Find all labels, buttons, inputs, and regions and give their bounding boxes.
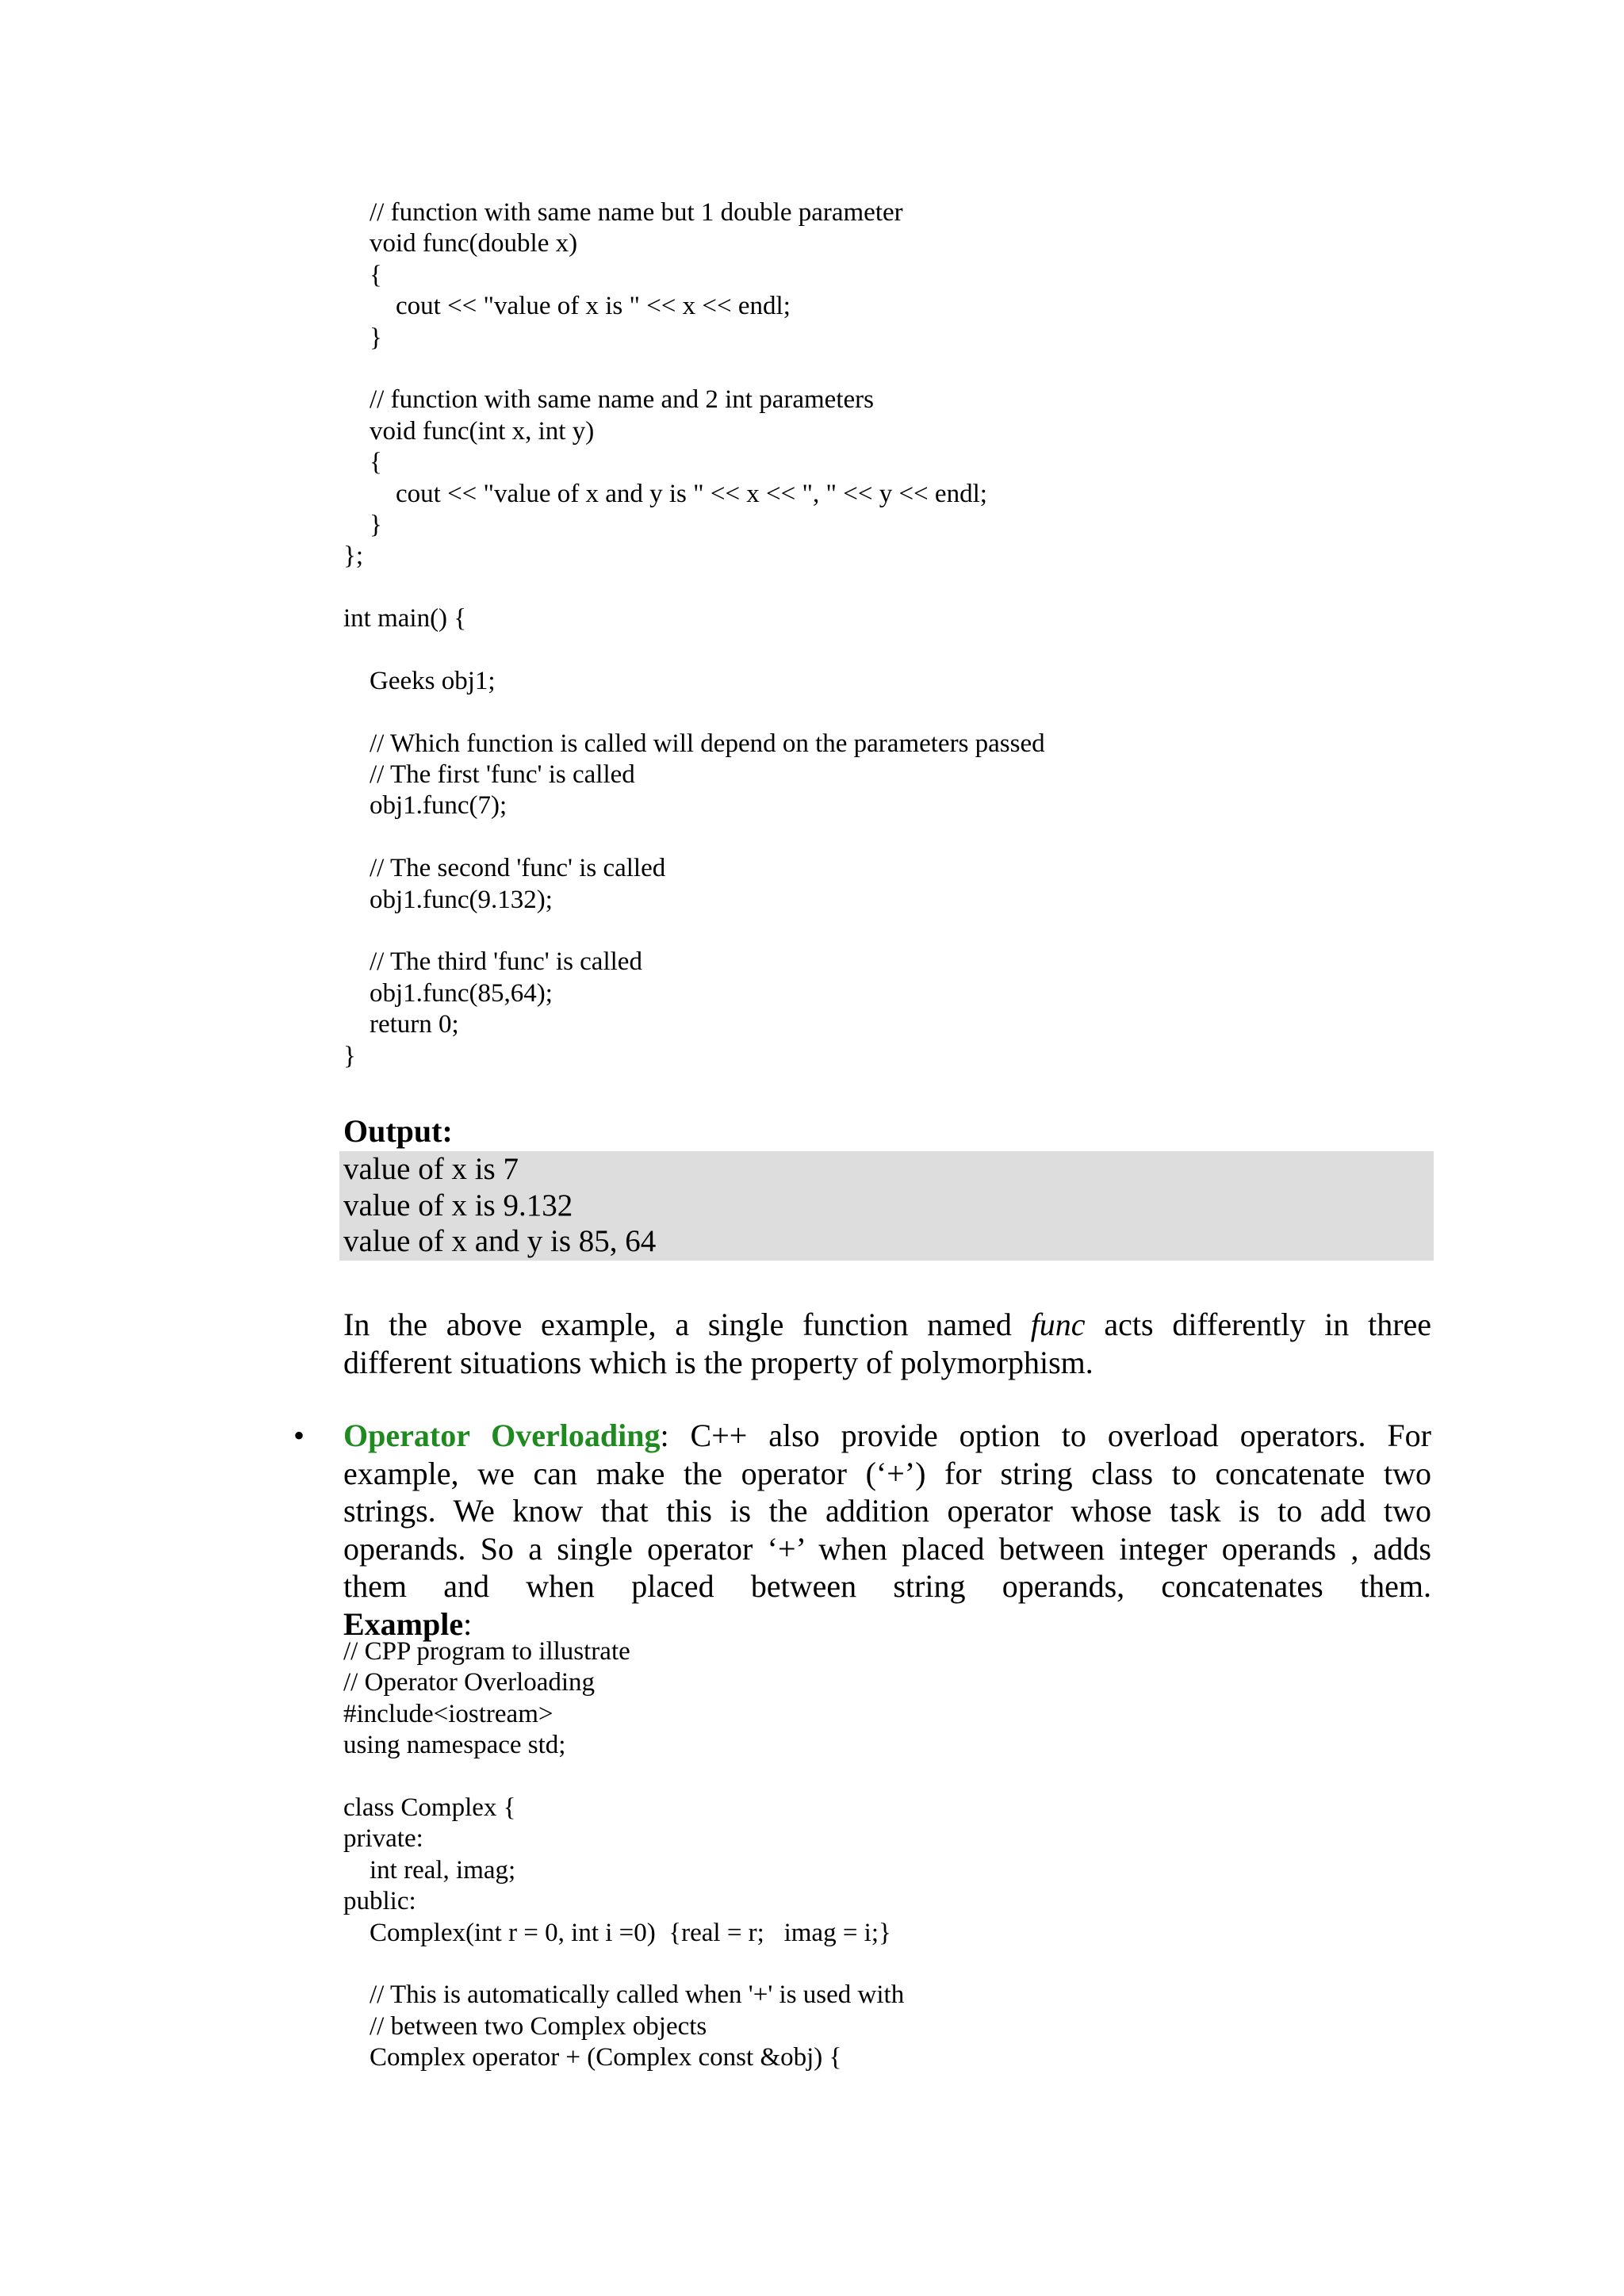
code-line: { (343, 260, 382, 289)
paragraph-text: In the above example, a single function named (343, 1307, 1012, 1342)
code-line: cout << "value of x is " << x << endl; (343, 292, 791, 321)
code-line: // The third 'func' is called (343, 947, 642, 977)
code-line (343, 572, 1454, 603)
code-line: #include<iostream> (343, 1699, 553, 1728)
code-line: } (343, 1041, 356, 1070)
code-line: Geeks obj1; (343, 666, 496, 695)
bullet-line-3: strings. We know that this is the addition operator whose task is to add two (343, 1493, 1431, 1529)
code-line: class Complex { (343, 1793, 516, 1822)
code-line: // function with same name and 2 int parameters (343, 385, 874, 415)
func-italic: func (1030, 1307, 1086, 1342)
bullet-text: : C++ also provide option to overload operators. For (660, 1418, 1431, 1453)
code-line: obj1.func(85,64); (343, 978, 553, 1008)
code-line: // The second 'func' is called (343, 854, 666, 883)
code-line: // The first 'func' is called (343, 760, 635, 790)
code-line: // CPP program to illustrate (343, 1637, 630, 1666)
code-line: obj1.func(7); (343, 791, 508, 821)
output-box (339, 1151, 1434, 1261)
code-line: int real, imag; (343, 1855, 516, 1885)
code-line: } (343, 323, 382, 352)
code-line: using namespace std; (343, 1731, 566, 1760)
code-block-func-overloading (343, 197, 1454, 1072)
operator-overloading-term: Operator Overloading (343, 1418, 661, 1453)
code-line: // between two Complex objects (343, 2011, 707, 2041)
code-line (343, 634, 1454, 665)
bullet-line-2: example, we can make the operator (‘+’) for string class to concatenate two (343, 1455, 1431, 1491)
code-line: // Operator Overloading (343, 1668, 596, 1697)
output-line: value of x is 9.132 (343, 1188, 573, 1223)
code-line: }; (343, 541, 364, 571)
code-line: Complex(int r = 0, int i =0) {real = r; imag = i;} (343, 1918, 891, 1947)
code-line (343, 1949, 1454, 1980)
code-line: Complex operator + (Complex const &obj) { (343, 2043, 842, 2072)
code-line (343, 822, 1454, 853)
code-line: { (343, 448, 382, 477)
bullet-line-1 (343, 1417, 1431, 1455)
output-line: value of x is 7 (343, 1152, 519, 1186)
bullet-line-4: operands. So a single operator ‘+’ when placed between integer operands , adds (343, 1530, 1431, 1567)
code-line (343, 916, 1454, 947)
code-line: // Which function is called will depend on the parameters passed (343, 729, 1045, 758)
code-line: obj1.func(9.132); (343, 885, 553, 914)
example-label: Example (343, 1605, 464, 1642)
paragraph-text: acts differently in three (1104, 1307, 1432, 1342)
code-line: cout << "value of x and y is " << x << ", " << y << endl; (343, 479, 987, 508)
bullet-dot: • (293, 1418, 305, 1453)
code-line (343, 1762, 1454, 1793)
paragraph-line-1 (343, 1306, 1431, 1344)
output-line: value of x and y is 85, 64 (343, 1224, 657, 1258)
code-line: public: (343, 1887, 416, 1916)
code-line: return 0; (343, 1010, 459, 1039)
code-line: // function with same name but 1 double parameter (343, 198, 903, 227)
polymorphism-paragraph (343, 1306, 1431, 1381)
code-line: int main() { (343, 604, 467, 633)
paragraph-line-2: different situations which is the property of polymorphism. (343, 1344, 1094, 1380)
code-line: } (343, 510, 382, 539)
code-line: void func(double x) (343, 229, 578, 258)
example-colon: : (463, 1605, 473, 1642)
code-line: private: (343, 1824, 423, 1854)
operator-overloading-paragraph (343, 1417, 1431, 1643)
code-line: // This is automatically called when '+' is used with (343, 1980, 905, 2010)
output-heading: Output: (343, 1113, 453, 1149)
bullet-line-5: them and when placed between string operands, concatenates them. (343, 1568, 1431, 1604)
code-line (343, 697, 1454, 728)
code-line: void func(int x, int y) (343, 416, 595, 446)
code-block-operator-overloading (343, 1636, 1454, 2073)
code-line (343, 354, 1454, 385)
